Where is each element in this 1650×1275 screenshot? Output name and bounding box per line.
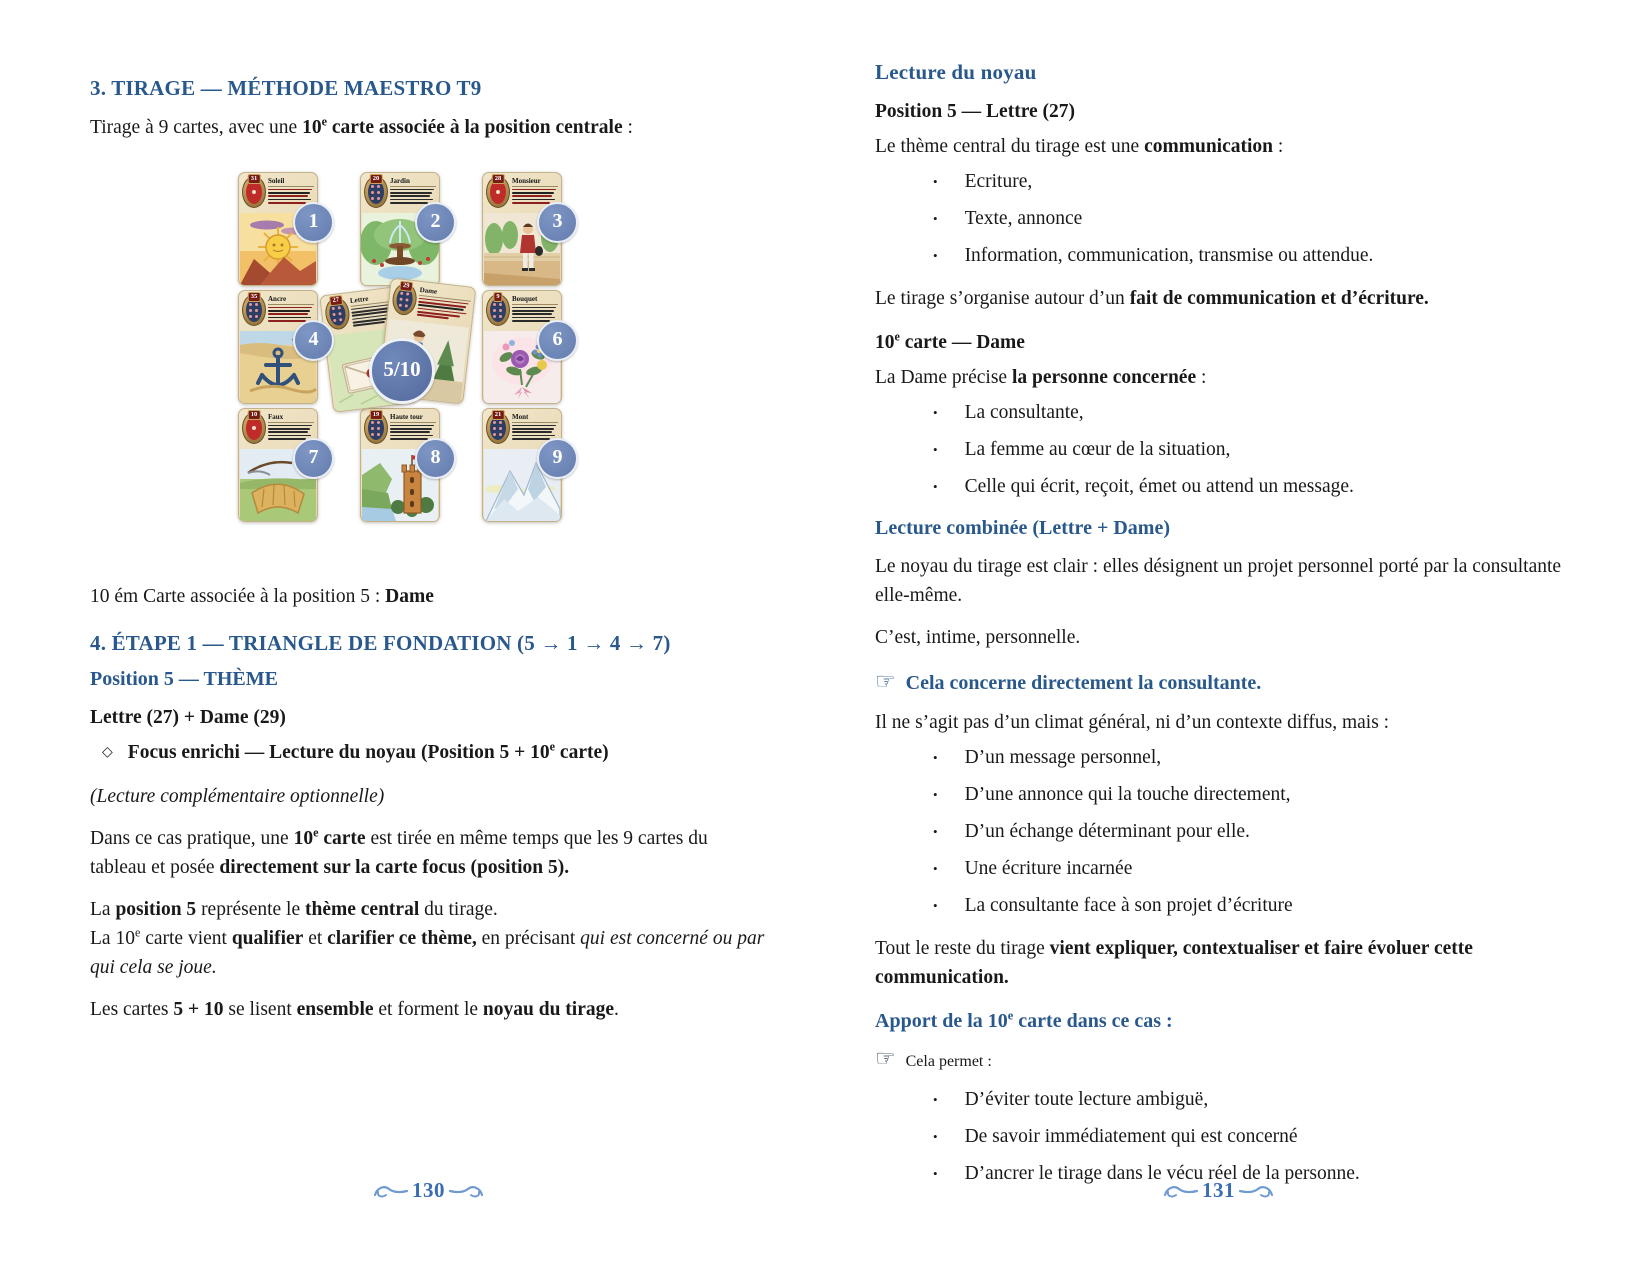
cell-position-8 (360, 408, 441, 520)
card-description-lines (512, 189, 558, 204)
card-description-lines (268, 425, 314, 440)
list-item (933, 780, 1562, 809)
manicule-line-consultante (875, 668, 1562, 696)
bullet-icon: • (933, 248, 938, 263)
position-badge-1: 1 (293, 202, 334, 243)
card-description-lines (390, 189, 436, 204)
para-theme-communication: Le thème central du tirage est une communication : (875, 136, 1284, 157)
card-medallion (391, 282, 418, 317)
card-description-lines (268, 307, 314, 322)
list-item-text: De savoir immédiatement qui est concerné (964, 1126, 1298, 1147)
list-item-text: La femme au cœur de la situation, (964, 439, 1231, 460)
bullet-icon: • (933, 1129, 938, 1144)
card-medallion (364, 412, 388, 444)
tenth-card-association-line: 10 ém Carte associée à la position 5 : Dame (90, 586, 434, 607)
bullet-icon: • (933, 442, 938, 457)
list-item-text: Ecriture, (964, 171, 1033, 192)
manicule-icon: ☞ (875, 669, 896, 695)
para-cards-ensemble: Les cartes 5 + 10 se lisent ensemble et forment le noyau du tirage. (90, 999, 619, 1020)
message-list (875, 743, 1562, 920)
list-item (933, 817, 1562, 846)
list-item-text: D’un échange déterminant pour elle. (964, 821, 1250, 842)
list-item (933, 891, 1562, 920)
card-number: 28 (492, 174, 505, 184)
card-number: 27 (329, 295, 343, 306)
apport-list (875, 1085, 1562, 1188)
bullet-icon: • (933, 211, 938, 226)
bullet-icon: • (933, 1166, 938, 1181)
para-fait-communication: Le tirage s’organise autour d’un fait de communication et d’écriture. (875, 288, 1429, 309)
list-item (933, 398, 1562, 427)
card-number: 21 (492, 410, 505, 420)
center-card-pair (326, 280, 472, 412)
manicule-text: Cela permet : (905, 1053, 992, 1070)
lecture-combinee-heading: Lecture combinée (Lettre + Dame) (875, 517, 1170, 539)
bullet-icon: • (933, 1092, 938, 1107)
card-title: Faux (268, 413, 314, 423)
list-item (933, 167, 1562, 196)
position-badge-4: 4 (293, 320, 334, 361)
para-noyau-clair: Le noyau du tirage est clair : elles désignent un projet personnel porté par la consultante elle-même. (875, 556, 1562, 606)
card-medallion (242, 176, 266, 208)
section-4-heading: 4. ÉTAPE 1 — TRIANGLE DE FONDATION (5 → 1 → 4 → 7) (90, 631, 671, 655)
cell-position-6 (482, 290, 563, 402)
position-badge-3: 3 (537, 202, 578, 243)
card-title: Lettre (350, 291, 403, 307)
flourish-left-icon (1163, 1183, 1199, 1199)
card-number: 19 (370, 410, 383, 420)
para-tenth-card: Dans ce cas pratique, une 10e carte est tirée en même temps que les 9 cartes du tableau et posée directement sur la carte focus (position 5). (90, 825, 708, 878)
card-title: Monsieur (512, 177, 558, 187)
card-number: 9 (493, 292, 502, 302)
para-reste-tirage: Tout le reste du tirage vient expliquer, contextualiser et faire évoluer cette communication. (875, 938, 1473, 988)
card-title: Ancre (268, 295, 314, 305)
card-description-lines (512, 425, 558, 440)
manicule-icon: ☞ (875, 1046, 896, 1072)
position-badge-5-10: 5/10 (369, 338, 435, 404)
card-title: Mont (512, 413, 558, 423)
para-position5: La position 5 représente le thème central du tirage. La 10e carte vient qualifier et clarifier ce thème, en précisant qui est concerné ou par qui cela se joue. (90, 899, 765, 978)
cell-position-1 (238, 172, 319, 284)
flourish-right-icon (1238, 1183, 1274, 1199)
card-medallion (242, 412, 266, 444)
para-intime: C’est, intime, personnelle. (875, 627, 1081, 648)
card-number: 29 (399, 281, 413, 292)
list-item-text: D’éviter toute lecture ambiguë, (964, 1089, 1209, 1110)
list-item (933, 743, 1562, 772)
card-description-lines (268, 189, 314, 204)
card-description-lines (390, 425, 436, 440)
manicule-text: Cela concerne directement la consultante. (905, 672, 1262, 694)
card-number: 31 (248, 174, 261, 184)
card-title: Dame (419, 286, 472, 302)
list-item (933, 204, 1562, 233)
bullet-icon: • (933, 479, 938, 494)
card-medallion (364, 176, 388, 208)
manicule-line-permet (875, 1045, 1562, 1073)
list-item (933, 241, 1562, 270)
position-badge-8: 8 (415, 438, 456, 479)
cell-position-2 (360, 172, 441, 284)
page-131 (825, 0, 1650, 1275)
list-item (933, 1122, 1562, 1151)
list-item-text: Une écriture incarnée (964, 858, 1133, 879)
list-item-text: D’ancrer le tirage dans le vécu réel de la personne. (964, 1163, 1360, 1184)
sub-position5-lettre: Position 5 — Lettre (27) (875, 101, 1076, 122)
list-item (933, 472, 1562, 501)
list-item-text: Information, communication, transmise ou attendue. (964, 245, 1374, 266)
dame-list (875, 398, 1562, 501)
section-3-heading: 3. TIRAGE — MÉTHODE MAESTRO T9 (90, 76, 482, 100)
card-description-lines (512, 307, 558, 322)
card-title: Bouquet (512, 295, 558, 305)
list-item-text: D’une annonce qui la touche directement, (964, 784, 1291, 805)
position-badge-7: 7 (293, 438, 334, 479)
focus-bullet-line (90, 738, 767, 767)
apport-heading: Apport de la 10e carte dans ce cas : (875, 1008, 1173, 1032)
diamond-icon: ◇ (102, 744, 113, 760)
card-title: Haute tour (390, 413, 436, 423)
bullet-icon: • (933, 405, 938, 420)
card-medallion (486, 176, 510, 208)
flourish-left-icon (373, 1183, 409, 1199)
card-spread-figure (238, 172, 563, 520)
bullet-icon: • (933, 750, 938, 765)
cell-position-7 (238, 408, 319, 520)
bullet-icon: • (933, 824, 938, 839)
position-badge-9: 9 (537, 438, 578, 479)
position-badge-2: 2 (415, 202, 456, 243)
card-number: 20 (370, 174, 383, 184)
list-item-text: D’un message personnel, (964, 747, 1162, 768)
flourish-right-icon (448, 1183, 484, 1199)
card-number: 10 (248, 410, 261, 420)
bullet-icon: • (933, 861, 938, 876)
card-number: 35 (248, 292, 261, 302)
page-number: 131 (1202, 1178, 1235, 1202)
list-item (933, 854, 1562, 883)
card-medallion (486, 412, 510, 444)
position-badge-6: 6 (537, 320, 578, 361)
cell-position-4 (238, 290, 319, 402)
intro-paragraph: Tirage à 9 cartes, avec une 10e carte associée à la position centrale : (90, 114, 633, 138)
card-title: Jardin (390, 177, 436, 187)
list-item-text: Texte, annonce (964, 208, 1083, 229)
cell-position-3 (482, 172, 563, 284)
list-item (933, 435, 1562, 464)
card-description-lines (417, 297, 471, 321)
card-combo-line: Lettre (27) + Dame (29) (90, 707, 286, 728)
bullet-icon: • (933, 898, 938, 913)
card-title: Soleil (268, 177, 314, 187)
page-footer-130 (90, 1178, 767, 1203)
bullet-icon: • (933, 174, 938, 189)
list-item-text: Celle qui écrit, reçoit, émet ou attend un message. (964, 476, 1354, 497)
page-footer-131 (875, 1178, 1562, 1203)
optional-note: (Lecture complémentaire optionnelle) (90, 786, 385, 807)
para-climat: Il ne s’agit pas d’un climat général, ni d’un contexte diffus, mais : (875, 712, 1390, 733)
card-medallion (486, 294, 510, 326)
position5-theme-heading: Position 5 — THÈME (90, 668, 278, 690)
page-number: 130 (412, 1178, 445, 1202)
center-cards-cell (332, 281, 438, 402)
focus-text: Focus enrichi — Lecture du noyau (Position $5 + 10^e$ carte) (127, 739, 609, 763)
communication-list (875, 167, 1562, 270)
sub-dame: 10e carte — Dame (875, 329, 1025, 353)
card-medallion (242, 294, 266, 326)
bullet-icon: • (933, 787, 938, 802)
list-item-text: La consultante, (964, 402, 1084, 423)
para-personne-concernee: La Dame précise la personne concernée : (875, 367, 1207, 388)
lecture-noyau-heading: Lecture du noyau (875, 60, 1037, 84)
list-item (933, 1085, 1562, 1114)
list-item-text: La consultante face à son projet d’écriture (964, 895, 1293, 916)
cell-position-9 (482, 408, 563, 520)
